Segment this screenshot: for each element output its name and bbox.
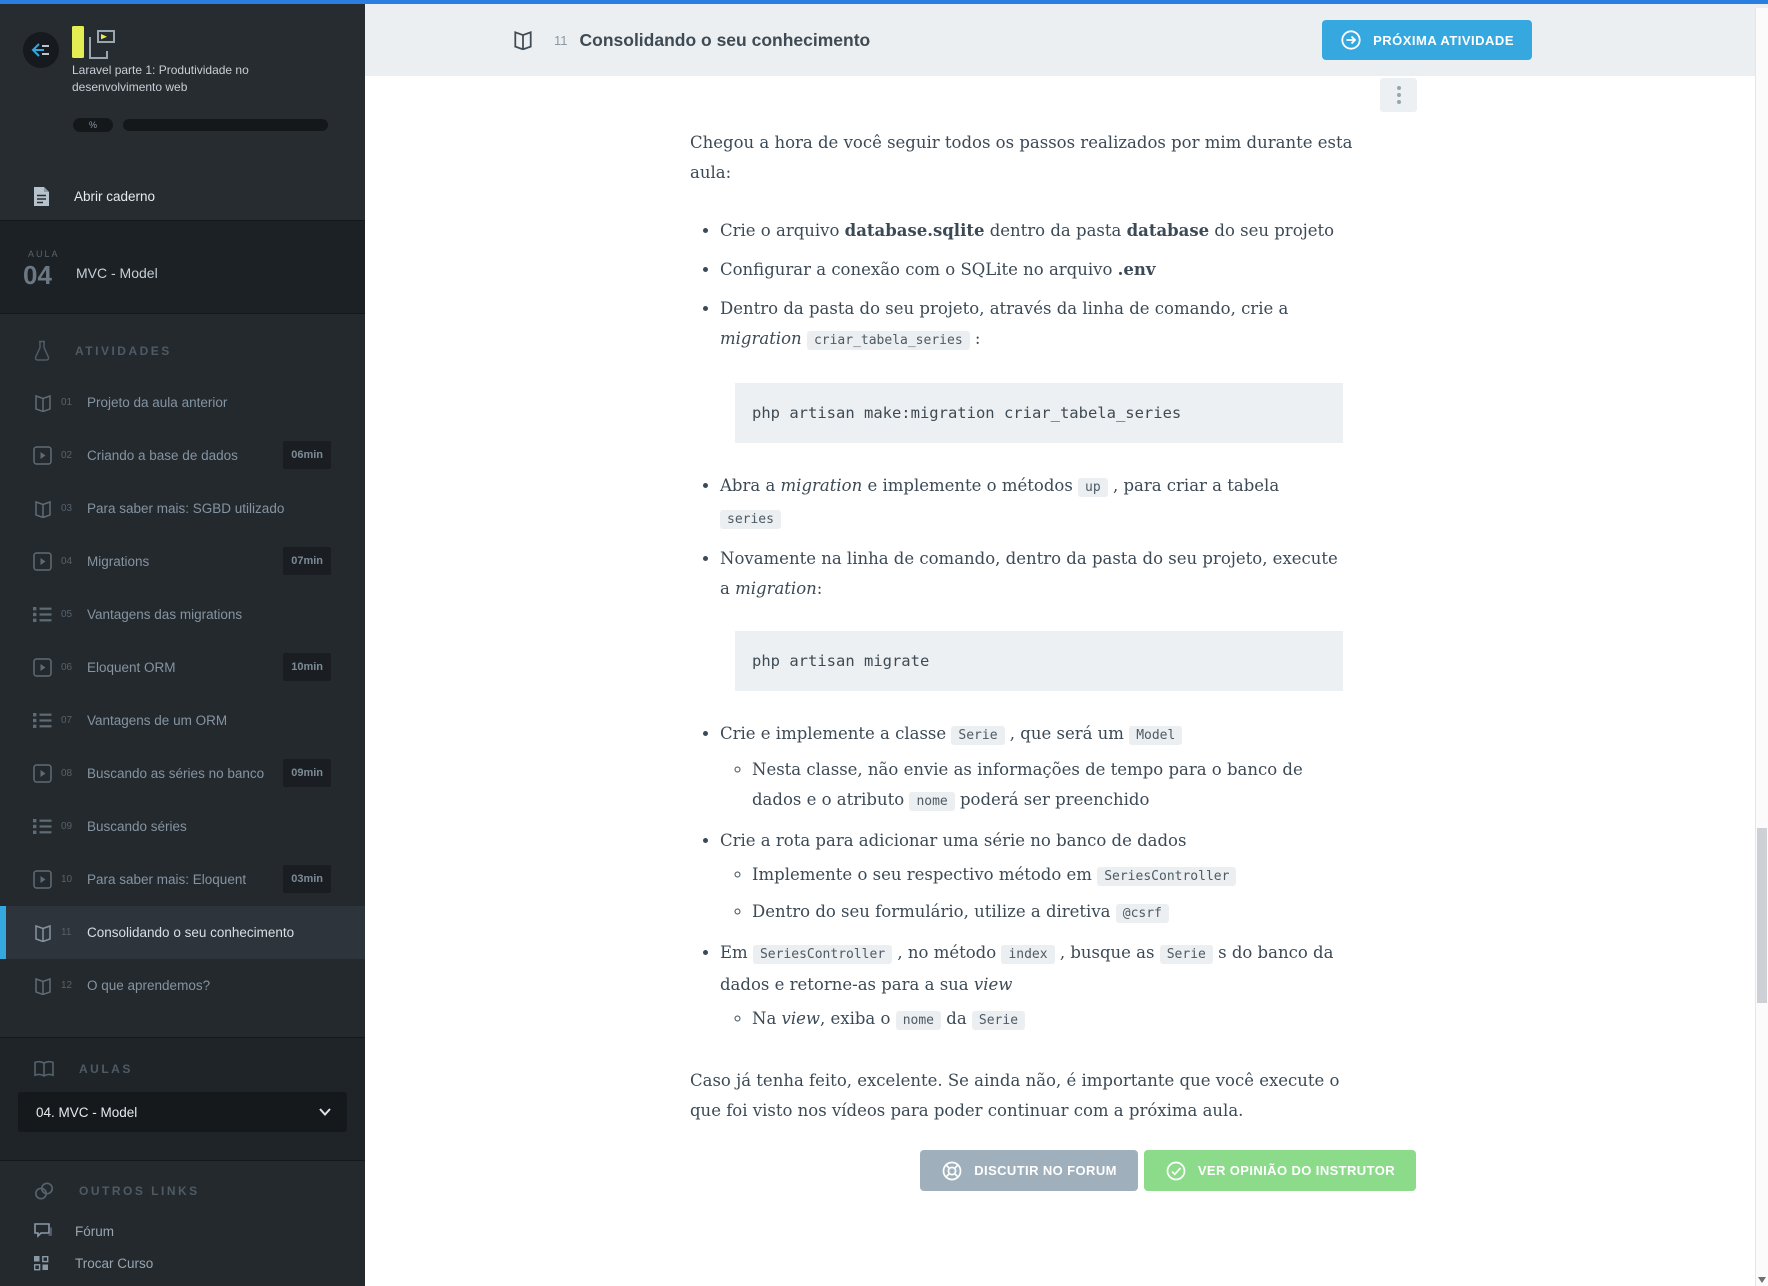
aulas-heading: AULAS — [79, 1062, 133, 1076]
activities-list — [0, 376, 365, 1012]
steps-list-b — [690, 471, 1340, 604]
code-block-migrate: php artisan migrate — [735, 631, 1343, 691]
activity-number: 03 — [61, 503, 73, 514]
step-text: Crie e implemente a classe Serie , que será um Model — [720, 724, 1182, 743]
video-activity-icon — [33, 764, 55, 783]
sidebar-activity-07[interactable] — [0, 694, 365, 747]
activity-duration-badge: 03min — [283, 865, 331, 893]
activity-label: Para saber mais: SGBD utilizado — [87, 501, 285, 516]
sub-steps — [720, 755, 1340, 817]
step-text: Em SeriesController , no método index , busque as Serie s do banco da dados e retorne-as para a sua view — [720, 943, 1334, 994]
activity-number: 09 — [61, 821, 73, 832]
activity-number: 01 — [61, 397, 73, 408]
forum-link-label: Fórum — [75, 1223, 115, 1239]
discuss-forum-label: DISCUTIR NO FORUM — [974, 1163, 1117, 1178]
activity-label: Criando a base de dados — [87, 448, 238, 463]
sub-step-item: ◦ Nesta classe, não envie as informações de tempo para o banco de dados e o atributo nome poderá ser preenchido — [752, 755, 1340, 817]
sidebar-activity-12[interactable] — [0, 959, 365, 1012]
activity-label: Vantagens das migrations — [87, 607, 243, 622]
scrollbar-thumb[interactable] — [1757, 828, 1767, 1003]
sidebar-activity-02[interactable] — [0, 429, 365, 482]
course-progress — [73, 118, 328, 132]
activity-number: 02 — [61, 450, 73, 461]
step-item: • Configurar a conexão com o SQLite no arquivo .env — [720, 255, 1340, 285]
sub-steps — [720, 860, 1340, 929]
activity-header — [365, 4, 1768, 76]
code-block-make-migration: php artisan make:migration criar_tabela_series — [735, 383, 1343, 443]
list-activity-icon — [33, 606, 55, 623]
open-notebook-button[interactable] — [33, 186, 155, 207]
step-item: • Abra a migration e implemente o métodos up , para criar a tabela series — [720, 471, 1340, 535]
steps-list-a — [690, 216, 1340, 356]
other-links-heading: OUTROS LINKS — [79, 1184, 200, 1198]
activity-number: 07 — [61, 715, 73, 726]
book-activity-icon — [33, 394, 55, 412]
activity-duration-badge: 06min — [283, 441, 331, 469]
book-activity-icon — [33, 924, 55, 942]
activity-label: Vantagens de um ORM — [87, 713, 228, 728]
sidebar-activity-05[interactable] — [0, 588, 365, 641]
sidebar-course-header — [0, 4, 365, 220]
sub-step-item: ◦ Na view, exiba o nome da Serie — [752, 1004, 1340, 1036]
activity-number: 04 — [61, 556, 73, 567]
page-scrollbar[interactable] — [1755, 8, 1768, 1286]
book-icon — [512, 30, 534, 50]
sidebar-activity-09[interactable] — [0, 800, 365, 853]
collapse-sidebar-button[interactable] — [23, 32, 59, 68]
flask-icon — [33, 340, 51, 362]
other-links-section — [0, 1160, 365, 1286]
step-text: Crie a rota para adicionar uma série no banco de dados — [720, 831, 1187, 850]
activity-duration-badge: 10min — [283, 653, 331, 681]
list-activity-icon — [33, 712, 55, 729]
check-circle-icon — [1165, 1160, 1187, 1182]
lesson-name: MVC - Model — [76, 265, 158, 281]
switch-course-label: Trocar Curso — [75, 1255, 154, 1271]
discuss-forum-button[interactable] — [920, 1150, 1138, 1191]
activity-number: 10 — [61, 874, 73, 885]
lesson-select-value: 04. MVC - Model — [36, 1104, 138, 1120]
next-activity-label: PRÓXIMA ATIVIDADE — [1373, 32, 1514, 48]
activity-label: Buscando séries — [87, 819, 187, 834]
open-book-icon — [33, 1060, 55, 1078]
progress-percent-badge: % — [73, 118, 113, 132]
lesson-number: 04 — [23, 260, 52, 290]
activity-duration-badge: 07min — [283, 547, 331, 575]
steps-list-c — [690, 719, 1340, 1036]
activity-label: O que aprendemos? — [87, 978, 211, 993]
sidebar-activity-06[interactable] — [0, 641, 365, 694]
course-title: Laravel parte 1: Produtividade no desenvolvimento web — [72, 63, 249, 94]
lesson-select-dropdown[interactable] — [18, 1092, 347, 1132]
activity-number: 05 — [61, 609, 73, 620]
course-sidebar — [0, 4, 365, 1286]
next-activity-button[interactable] — [1322, 20, 1532, 60]
book-activity-icon — [33, 500, 55, 518]
activities-section — [0, 314, 365, 1037]
sub-steps — [720, 1004, 1340, 1036]
video-activity-icon — [33, 446, 55, 465]
activity-number: 08 — [61, 768, 73, 779]
book-activity-icon — [33, 977, 55, 995]
activity-label: Buscando as séries no banco — [87, 766, 265, 781]
forum-link[interactable] — [0, 1215, 365, 1247]
sub-step-item: ◦ Dentro do seu formulário, utilize a diretiva @csrf — [752, 897, 1340, 929]
activity-number: 12 — [61, 980, 73, 991]
outro-paragraph: Caso já tenha feito, excelente. Se ainda não, é importante que você execute o que foi visto nos vídeos para poder continuar com a próxima aula. — [690, 1071, 1340, 1120]
sidebar-activity-03[interactable] — [0, 482, 365, 535]
step-item: • Novamente na linha de comando, dentro da pasta do seu projeto, execute a migration: — [720, 544, 1340, 604]
page-title: Consolidando o seu conhecimento — [579, 29, 871, 50]
sidebar-activity-01[interactable] — [0, 376, 365, 429]
sidebar-activity-10[interactable] — [0, 853, 365, 906]
sidebar-activity-04[interactable] — [0, 535, 365, 588]
activity-main — [365, 4, 1768, 1286]
activity-number: 06 — [61, 662, 73, 673]
activity-label: Projeto da aula anterior — [87, 395, 228, 410]
video-activity-icon — [33, 658, 55, 677]
activities-heading: ATIVIDADES — [75, 344, 172, 358]
activity-label: Migrations — [87, 554, 150, 569]
sidebar-activity-11-current[interactable] — [0, 906, 365, 959]
video-activity-icon — [33, 870, 55, 889]
step-item: • Dentro da pasta do seu projeto, através da linha de comando, crie a migration criar_tabela_series : — [720, 294, 1340, 356]
current-lesson-block — [0, 220, 365, 314]
video-activity-icon — [33, 552, 55, 571]
intro-paragraph: Chegou a hora de você seguir todos os passos realizados por mim durante esta aula: — [690, 133, 1353, 182]
activity-options-menu[interactable] — [1380, 78, 1417, 112]
chat-bubble-icon — [33, 1222, 55, 1240]
instructor-opinion-label: VER OPINIÃO DO INSTRUTOR — [1197, 1163, 1395, 1178]
sub-step-item: ◦ Implemente o seu respectivo método em SeriesController — [752, 860, 1340, 892]
activity-label: Para saber mais: Eloquent — [87, 872, 247, 887]
sidebar-activity-08[interactable] — [0, 747, 365, 800]
collapse-arrow-icon — [30, 40, 52, 60]
notebook-icon — [33, 186, 50, 207]
activity-number: 11 — [61, 927, 72, 938]
activity-label: Consolidando o seu conhecimento — [87, 925, 295, 940]
scrollbar-down-arrow[interactable] — [1758, 1277, 1766, 1283]
activity-label: Eloquent ORM — [87, 660, 176, 675]
step-item — [720, 826, 1340, 929]
links-icon — [33, 1181, 55, 1201]
aulas-section — [0, 1037, 365, 1160]
lesson-kind-label: AULA — [28, 249, 60, 259]
grid-icon — [33, 1255, 55, 1271]
step-item: • Crie o arquivo database.sqlite dentro da pasta database do seu projeto — [720, 216, 1340, 246]
arrow-right-circle-icon — [1340, 29, 1362, 51]
step-item — [720, 719, 1340, 817]
lifebuoy-icon — [941, 1160, 963, 1182]
activity-content — [690, 128, 1416, 1191]
progress-track — [123, 119, 328, 131]
activity-number: 11 — [554, 32, 568, 48]
switch-course-link[interactable] — [0, 1247, 365, 1279]
list-activity-icon — [33, 818, 55, 835]
chevron-down-icon — [319, 1108, 331, 1116]
activity-duration-badge: 09min — [283, 759, 331, 787]
open-notebook-label: Abrir caderno — [74, 189, 156, 204]
activity-actions — [690, 1150, 1416, 1191]
instructor-opinion-button[interactable] — [1144, 1150, 1416, 1191]
step-item — [720, 938, 1340, 1036]
